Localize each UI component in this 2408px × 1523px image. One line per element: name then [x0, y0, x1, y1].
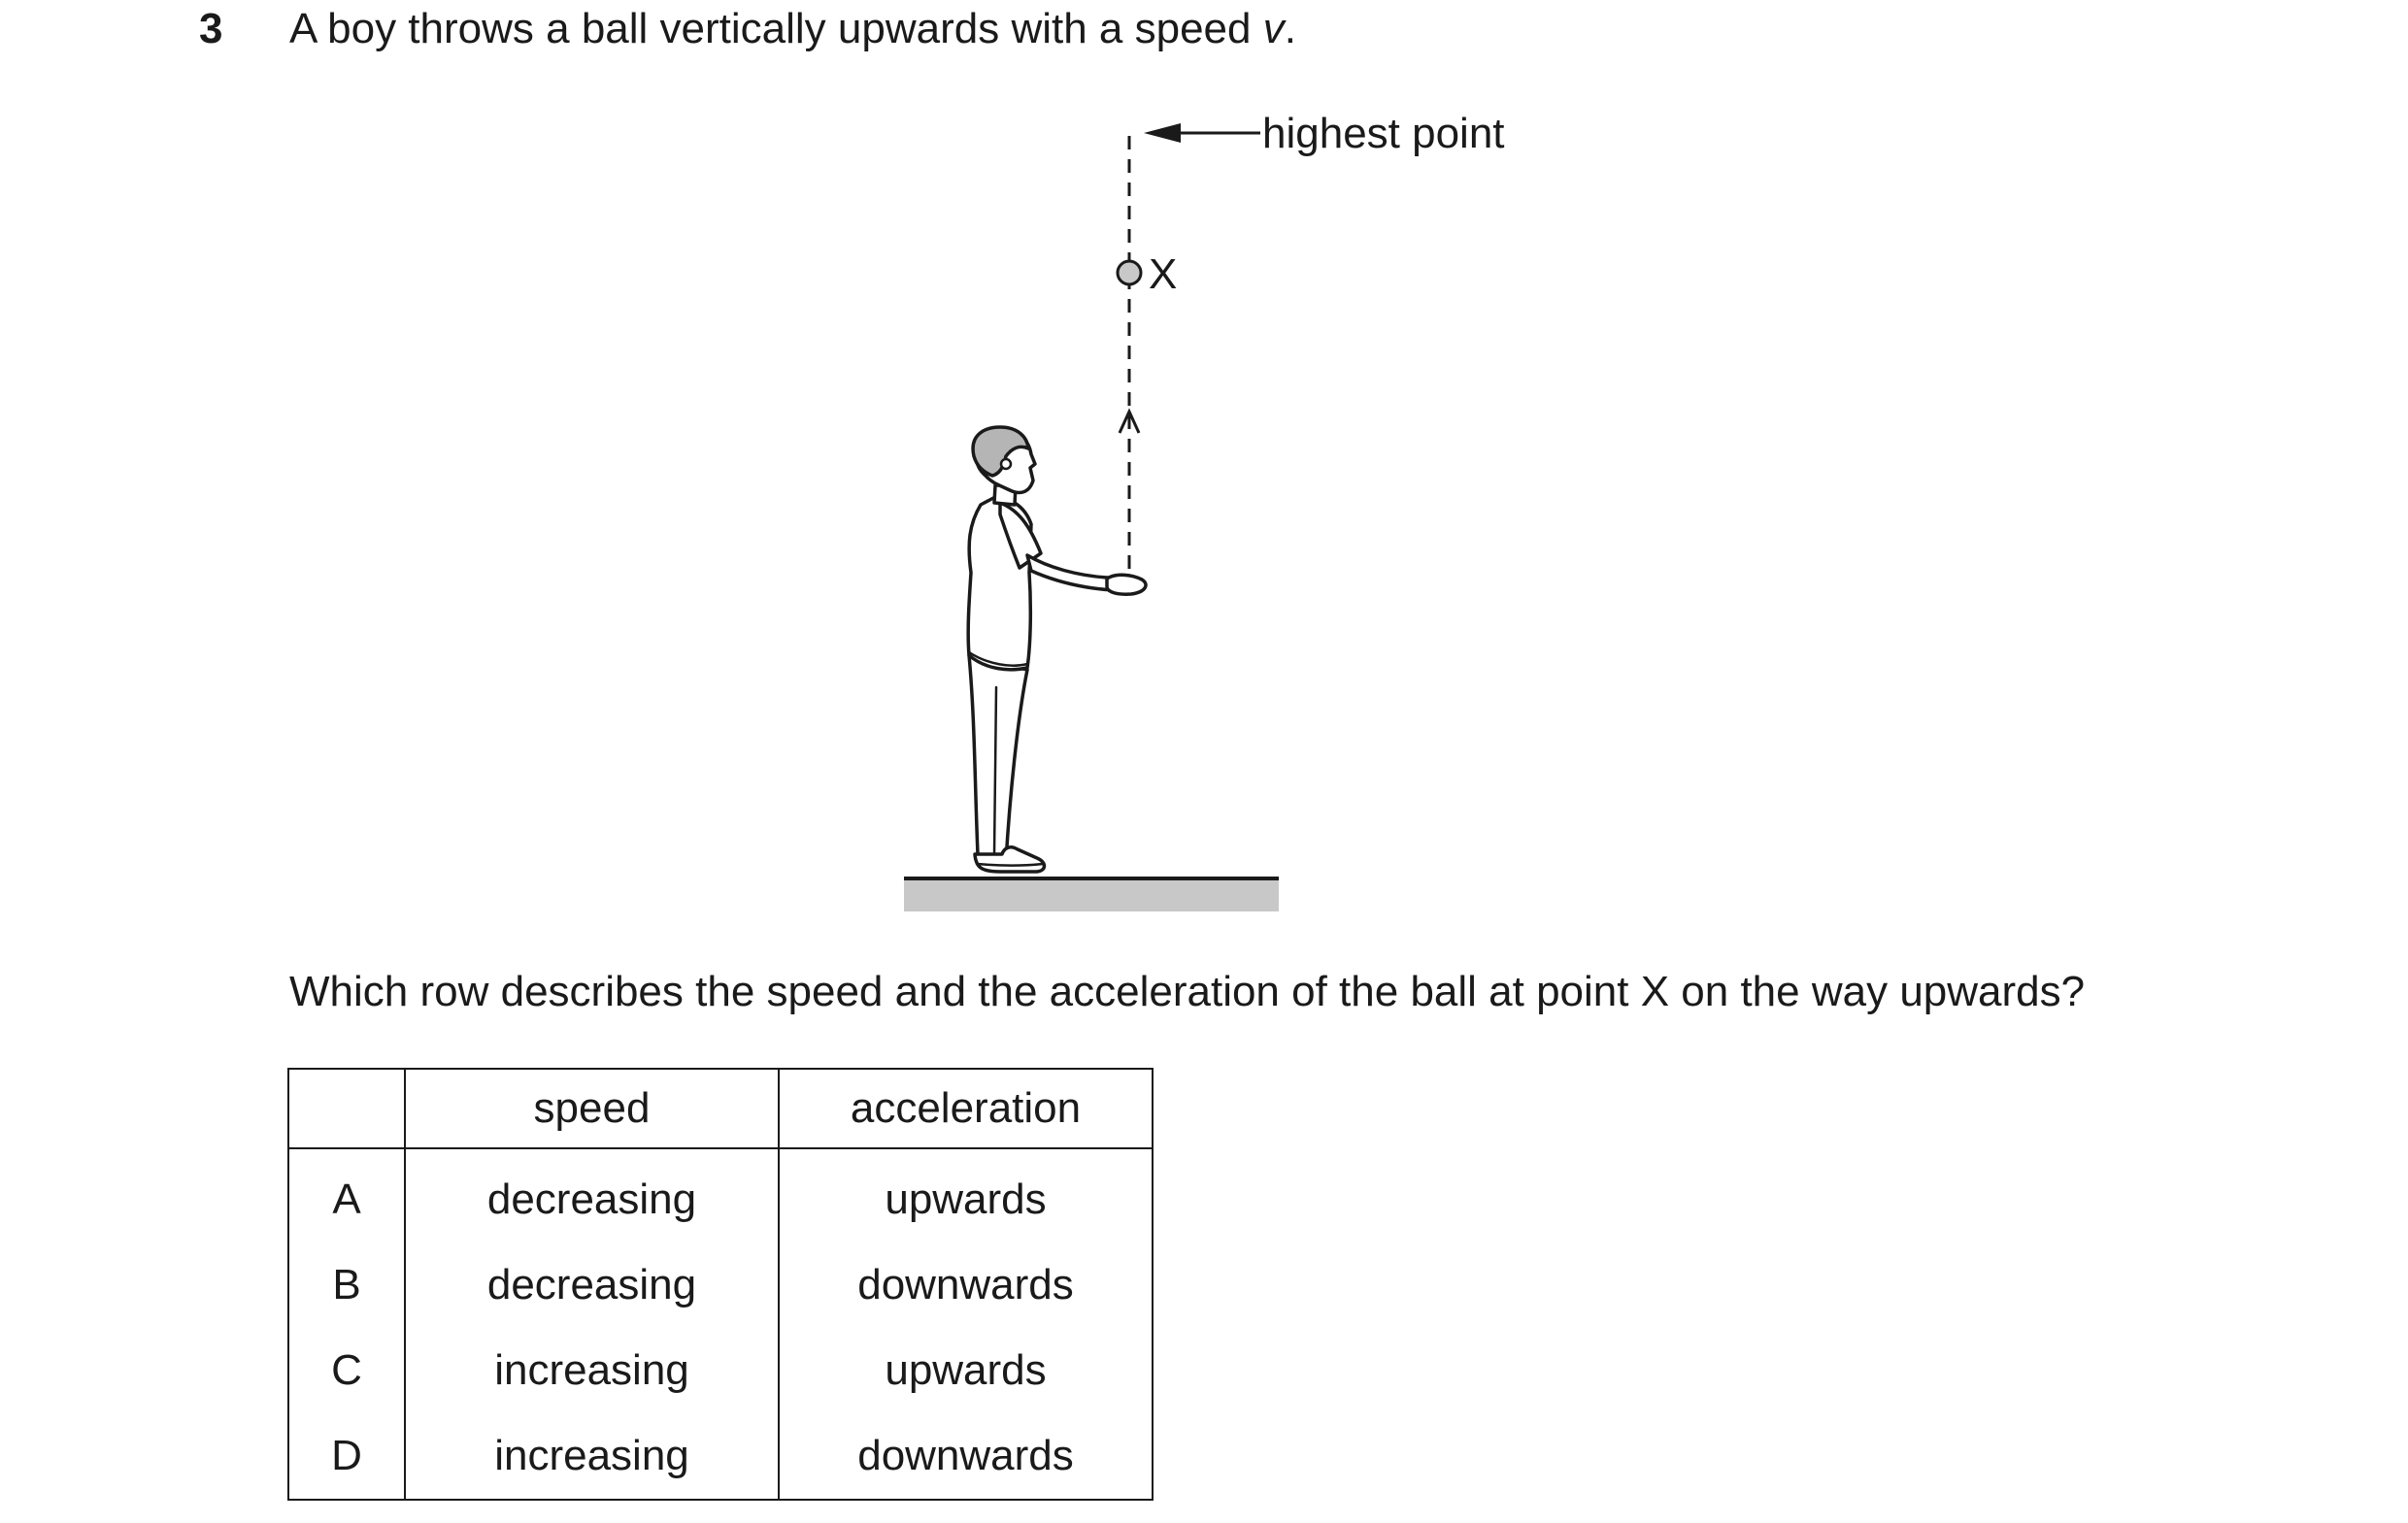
- boy-figure: [968, 427, 1146, 872]
- boy-hand: [1107, 575, 1146, 594]
- option-acceleration: upwards: [779, 1328, 1153, 1413]
- option-acceleration: downwards: [779, 1413, 1153, 1500]
- highest-point-arrowhead: [1144, 123, 1181, 143]
- boy-ear: [1001, 459, 1011, 469]
- option-acceleration: upwards: [779, 1148, 1153, 1242]
- highest-point-label: highest point: [1262, 110, 1505, 157]
- option-letter: B: [288, 1242, 405, 1328]
- option-speed: increasing: [405, 1413, 779, 1500]
- option-speed: decreasing: [405, 1242, 779, 1328]
- option-letter: C: [288, 1328, 405, 1413]
- option-letter: A: [288, 1148, 405, 1242]
- header-speed: speed: [405, 1069, 779, 1148]
- point-x-label: X: [1149, 250, 1178, 298]
- table-header-row: [288, 1069, 1153, 1148]
- options-table: [287, 1068, 1154, 1501]
- question-text-main: A boy throws a ball vertically upwards with a speed: [289, 5, 1263, 52]
- ball-icon: [1118, 261, 1141, 284]
- table-row: [288, 1328, 1153, 1413]
- option-letter: D: [288, 1413, 405, 1500]
- header-acceleration: acceleration: [779, 1069, 1153, 1148]
- table-row: [288, 1148, 1153, 1242]
- boy-legs: [969, 655, 1027, 862]
- table-row: [288, 1413, 1153, 1500]
- question-number: 3: [199, 5, 223, 52]
- question-text-end: .: [1284, 5, 1296, 52]
- option-speed: decreasing: [405, 1148, 779, 1242]
- header-letter: [288, 1069, 405, 1148]
- speed-symbol: v: [1262, 5, 1285, 52]
- ground-shading: [904, 878, 1279, 911]
- question-prompt: Which row describes the speed and the acceleration of the ball at point X on the way upwards?: [289, 968, 2086, 1015]
- option-acceleration: downwards: [779, 1242, 1153, 1328]
- table-row: [288, 1242, 1153, 1328]
- option-speed: increasing: [405, 1328, 779, 1413]
